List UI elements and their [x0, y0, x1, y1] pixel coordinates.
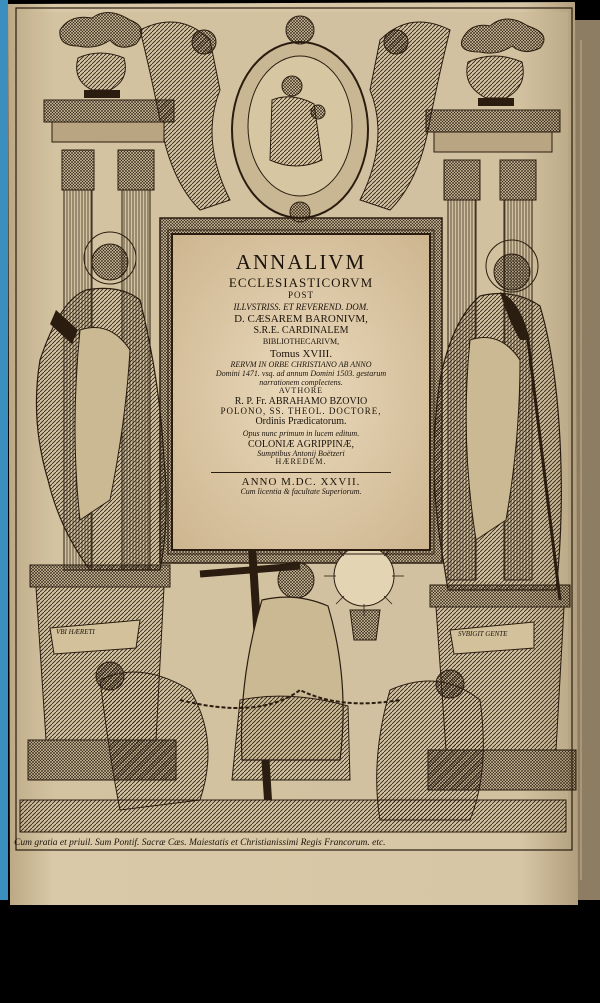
title-baronium: D. CÆSAREM BARONIVM, [234, 313, 368, 325]
right-heretic-figure [377, 670, 484, 820]
title-ordinis: Ordinis Prædicatorum. [255, 416, 347, 427]
title-ecclesiasticorum: ECCLESIASTICORVM [228, 275, 374, 290]
title-sumptibus: Sumptibus Antonij Boëtzeri [257, 449, 345, 458]
title-text-block [175, 236, 427, 548]
title-tomus: Tomus XVIII. [269, 348, 333, 360]
title-license: Cum licentia & facultate Superiorum. [240, 487, 362, 496]
title-years: Domini 1471. vsq. ad annum Domini 1503. gestarum [215, 369, 387, 378]
left-blue-edge [0, 0, 8, 900]
ground [20, 800, 566, 832]
title-coloniae: COLONIÆ AGRIPPINÆ, [247, 439, 355, 450]
title-narrationem: narrationem complectens. [259, 378, 343, 387]
title-author-degree: POLONO, SS. THEOL. DOCTORE, [220, 406, 382, 416]
madonna-cartouche [140, 16, 450, 222]
title-author-name: R. P. Fr. ABRAHAMO BZOVIO [234, 396, 368, 407]
title-post: POST [287, 290, 314, 300]
title-date: ANNO M.DC. XXVII. [241, 476, 361, 488]
title-haeredem: HÆREDEM. [275, 457, 327, 466]
title-bibliothecarium: BIBLIOTHECARIVM, [262, 337, 340, 346]
title-cardinalem: S.R.E. CARDINALEM [253, 325, 349, 336]
right-pedestal-banner: SVBIGIT GENTE [458, 630, 508, 638]
title-annalium: ANNALIVM [235, 250, 367, 274]
title-rerum: RERVM IN ORBE CHRISTIANO AB ANNO [230, 360, 372, 369]
title-authore: AVTHORE [278, 386, 324, 395]
imprint-line: Cum gratia et priuil. Sum Pontif. Sacræ Cæs. Maiestatis et Christianissimi Regis Francorum. etc. [14, 838, 386, 848]
title-rule [211, 472, 391, 473]
title-dedication: ILLVSTRISS. ET REVEREND. DOM. [233, 302, 369, 312]
title-opus: Opus nunc primum in lucem editum. [242, 429, 360, 438]
left-pedestal-banner: VBI HÆRETI [56, 628, 95, 636]
